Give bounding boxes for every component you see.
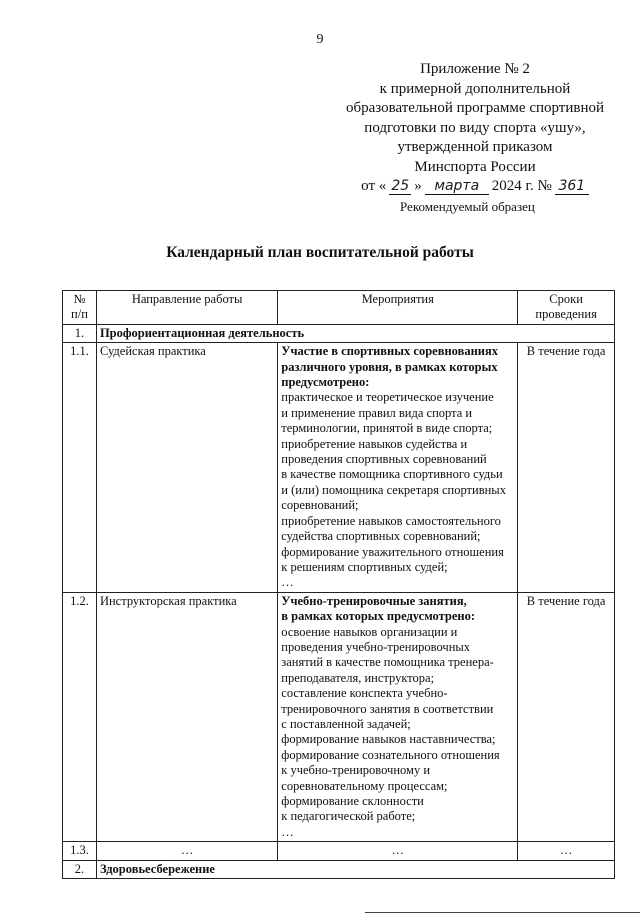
event-line: в качестве помощника спортивного судьи (281, 467, 503, 482)
row-events: … (278, 842, 518, 860)
event-line: к учебно-тренировочному и (281, 763, 431, 778)
event-line: к решениям спортивных судей; (281, 559, 448, 574)
page-number: 9 (316, 32, 324, 47)
table-row (63, 860, 615, 878)
order-number: 361 (555, 179, 589, 195)
event-line: соревнований; (281, 498, 359, 513)
header-terms-line: Сроки (549, 292, 583, 306)
event-line: Участие в спортивных соревнованиях (281, 344, 499, 359)
row-num: 1.2. (63, 592, 97, 842)
event-line: терминологии, принятой в виде спорта; (281, 421, 493, 436)
row-direction: Инструкторская практика (96, 592, 277, 842)
event-line: составление конспекта учебно- (281, 686, 448, 701)
row-term: … (518, 842, 615, 860)
event-line: … (281, 575, 294, 590)
event-line: проведения учебно-тренировочных (281, 639, 471, 654)
header-num-line: п/п (71, 307, 88, 322)
appendix-block (330, 60, 620, 197)
date-month: марта (425, 179, 489, 195)
event-line: проведения спортивных соревнований (281, 452, 487, 467)
table-row (63, 842, 615, 860)
event-line: различного уровня, в рамках которых (281, 359, 498, 374)
event-line: с поставленной задачей; (281, 716, 411, 731)
row-direction: Судейская практика (96, 343, 277, 593)
event-line: соревновательному процессам; (281, 778, 448, 793)
bottom-divider (365, 912, 640, 913)
event-line: формирование уважительного отношения (281, 544, 504, 559)
event-line: формирование навыков наставничества; (281, 732, 496, 747)
event-line: занятий в качестве помощника тренера- (281, 655, 494, 670)
plan-table (62, 290, 615, 879)
event-line: приобретение навыков судейства и (281, 436, 468, 451)
recommended-sample-label: Рекомендуемый образец (400, 199, 535, 214)
row-num: 1.3. (63, 842, 97, 860)
row-events (278, 592, 518, 842)
header-num (63, 291, 97, 325)
row-term: В течение года (518, 592, 615, 842)
order-dateline (330, 177, 620, 197)
event-line: тренировочного занятия в соответствии (281, 701, 494, 716)
event-line: и (или) помощника секретаря спортивных (281, 482, 506, 497)
event-line: формирование сознательного отношения (281, 747, 500, 762)
event-line: к педагогической работе; (281, 809, 416, 824)
event-line: в рамках которых предусмотрено: (281, 609, 476, 624)
header-events: Мероприятия (278, 291, 518, 325)
document-title: Календарный план воспитательной работы (166, 244, 474, 261)
event-line: приобретение навыков самостоятельного (281, 513, 501, 528)
appendix-line: образовательной программе спортивной (345, 100, 605, 116)
event-line: освоение навыков организации и (281, 624, 458, 639)
event-line: практическое и теоретическое изучение (281, 390, 494, 405)
appendix-line: подготовки по виду спорта «ушу», (364, 119, 586, 136)
row-num: 2. (63, 860, 97, 878)
date-mid: » (414, 178, 422, 194)
event-line: судейства спортивных соревнований; (281, 529, 481, 544)
appendix-line: Приложение № 2 (420, 61, 530, 77)
event-line: … (281, 824, 294, 839)
table-header-row (63, 291, 615, 325)
event-line: предусмотрено: (281, 375, 370, 390)
header-terms-line: проведения (535, 307, 597, 322)
table-row (63, 343, 615, 593)
date-day: 25 (389, 179, 411, 195)
date-year: 2024 г. № (491, 178, 552, 194)
table-row (63, 324, 615, 342)
event-line: и применение правил вида спорта и (281, 405, 473, 420)
event-line: формирование склонности (281, 794, 424, 808)
section-title: Здоровьесбережение (96, 860, 614, 878)
event-line: преподавателя, инструктора; (281, 670, 435, 685)
row-events (278, 343, 518, 593)
row-num: 1.1. (63, 343, 97, 593)
header-terms (518, 291, 615, 325)
header-direction: Направление работы (96, 291, 277, 325)
header-num-line: № (73, 292, 86, 306)
row-direction: … (96, 842, 277, 860)
date-prefix: от « (361, 178, 387, 194)
table-row (63, 592, 615, 842)
section-title: Профориентационная деятельность (96, 324, 614, 342)
row-term: В течение года (518, 343, 615, 593)
row-num: 1. (63, 324, 97, 342)
appendix-line: утвержденной приказом (397, 139, 553, 155)
appendix-line: Минспорта России (414, 158, 536, 175)
event-line: Учебно-тренировочные занятия, (281, 593, 467, 608)
appendix-line: к примерной дополнительной (379, 80, 571, 97)
